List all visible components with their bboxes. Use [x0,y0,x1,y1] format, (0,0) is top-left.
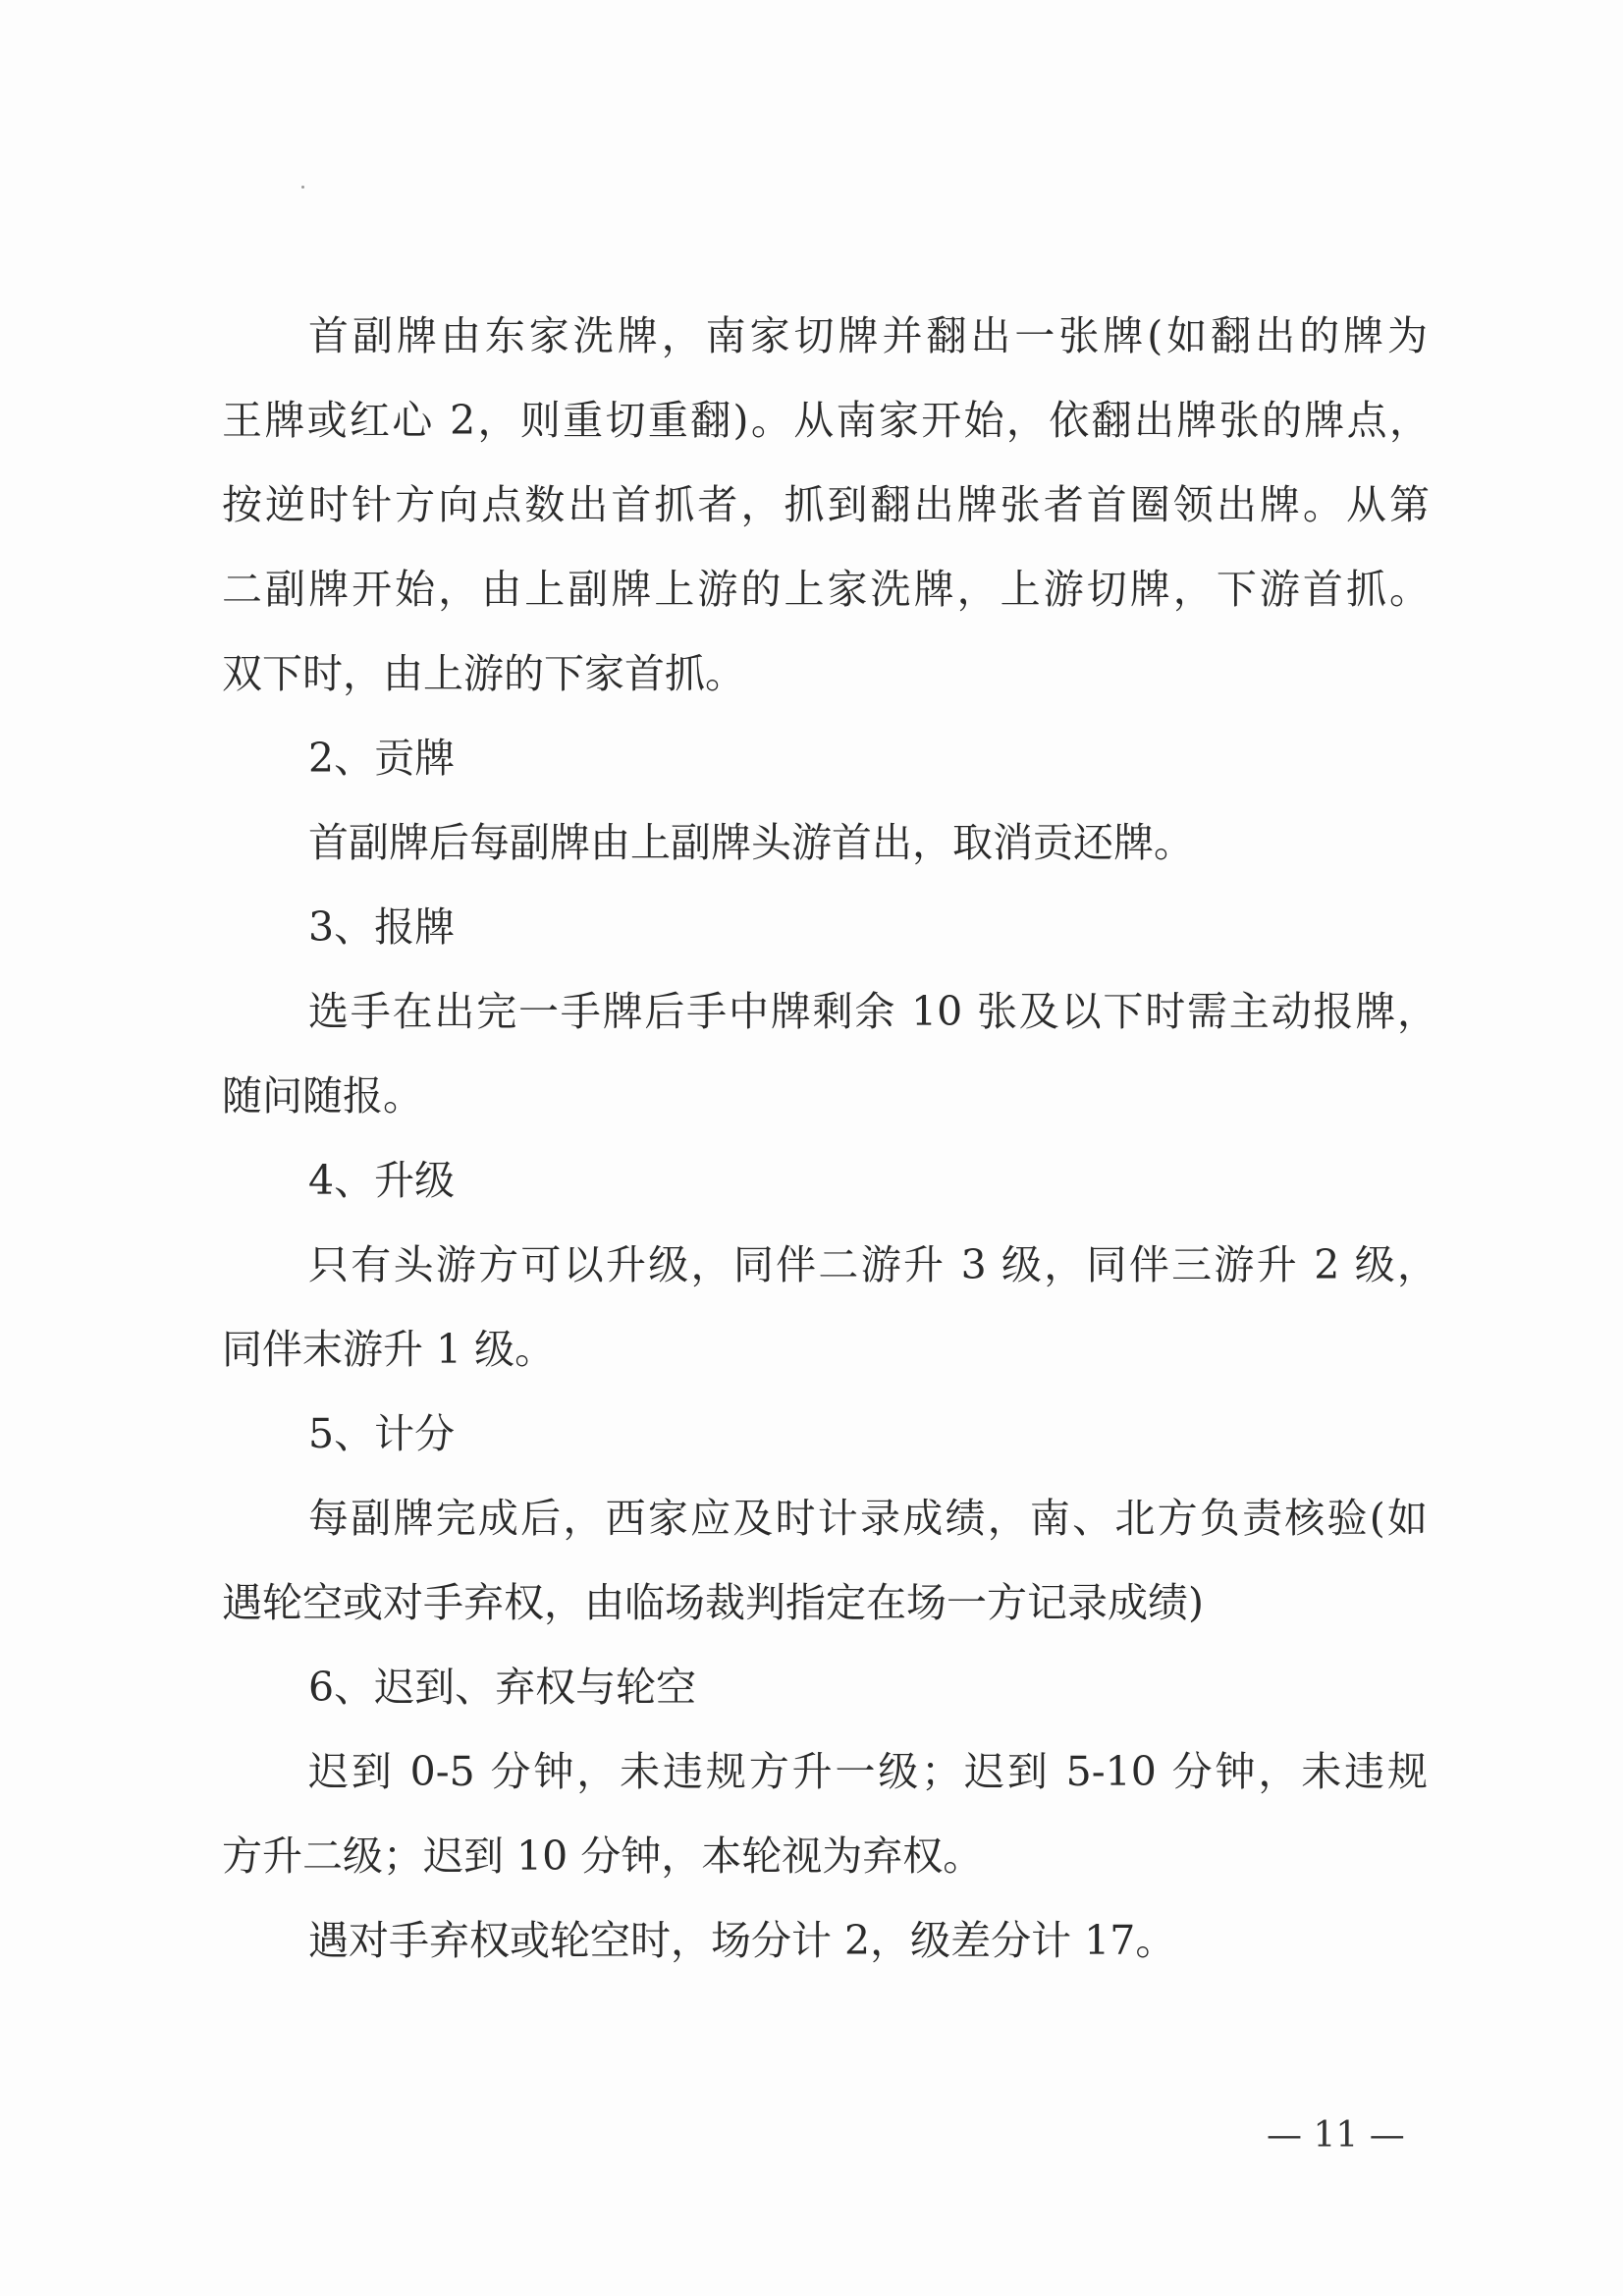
section-heading: 3、报牌 [308,903,456,951]
page-number: — 11 — [1267,2115,1405,2156]
text-line: 同伴末游升 1 级。 [222,1326,556,1373]
text-line: 按逆时针方向点数出首抓者，抓到翻出牌张者首圈领出牌。从第 [222,481,1430,528]
text-line: 王牌或红心 2，则重切重翻)。从南家开始，依翻出牌张的牌点， [222,397,1430,444]
section-heading: 5、计分 [308,1410,456,1457]
section-heading: 4、升级 [308,1157,456,1204]
section-heading: 6、迟到、弃权与轮空 [308,1664,697,1711]
text-line: 双下时，由上游的下家首抓。 [222,650,745,697]
text-line: 迟到 0-5 分钟，未违规方升一级；迟到 5-10 分钟，未违规 [308,1748,1428,1795]
text-line: 方升二级；迟到 10 分钟，本轮视为弃权。 [222,1832,984,1880]
text-line: 只有头游方可以升级，同伴二游升 3 级，同伴三游升 2 级， [308,1241,1437,1288]
scan-speck [301,186,304,189]
section-heading: 2、贡牌 [308,735,456,782]
text-line: 遇轮空或对手弃权，由临场裁判指定在场一方记录成绩) [222,1579,1204,1626]
text-line: 选手在出完一手牌后手中牌剩余 10 张及以下时需主动报牌， [308,988,1437,1035]
text-line: 随问随报。 [222,1072,423,1120]
text-line: 二副牌开始，由上副牌上游的上家洗牌，上游切牌，下游首抓。 [222,566,1430,613]
text-line: 每副牌完成后，西家应及时计录成绩，南、北方负责核验(如 [308,1495,1428,1542]
text-line: 首副牌由东家洗牌，南家切牌并翻出一张牌(如翻出的牌为 [308,312,1428,359]
text-line: 首副牌后每副牌由上副牌头游首出，取消贡还牌。 [308,819,1194,866]
text-line: 遇对手弃权或轮空时，场分计 2，级差分计 17。 [308,1917,1176,1964]
